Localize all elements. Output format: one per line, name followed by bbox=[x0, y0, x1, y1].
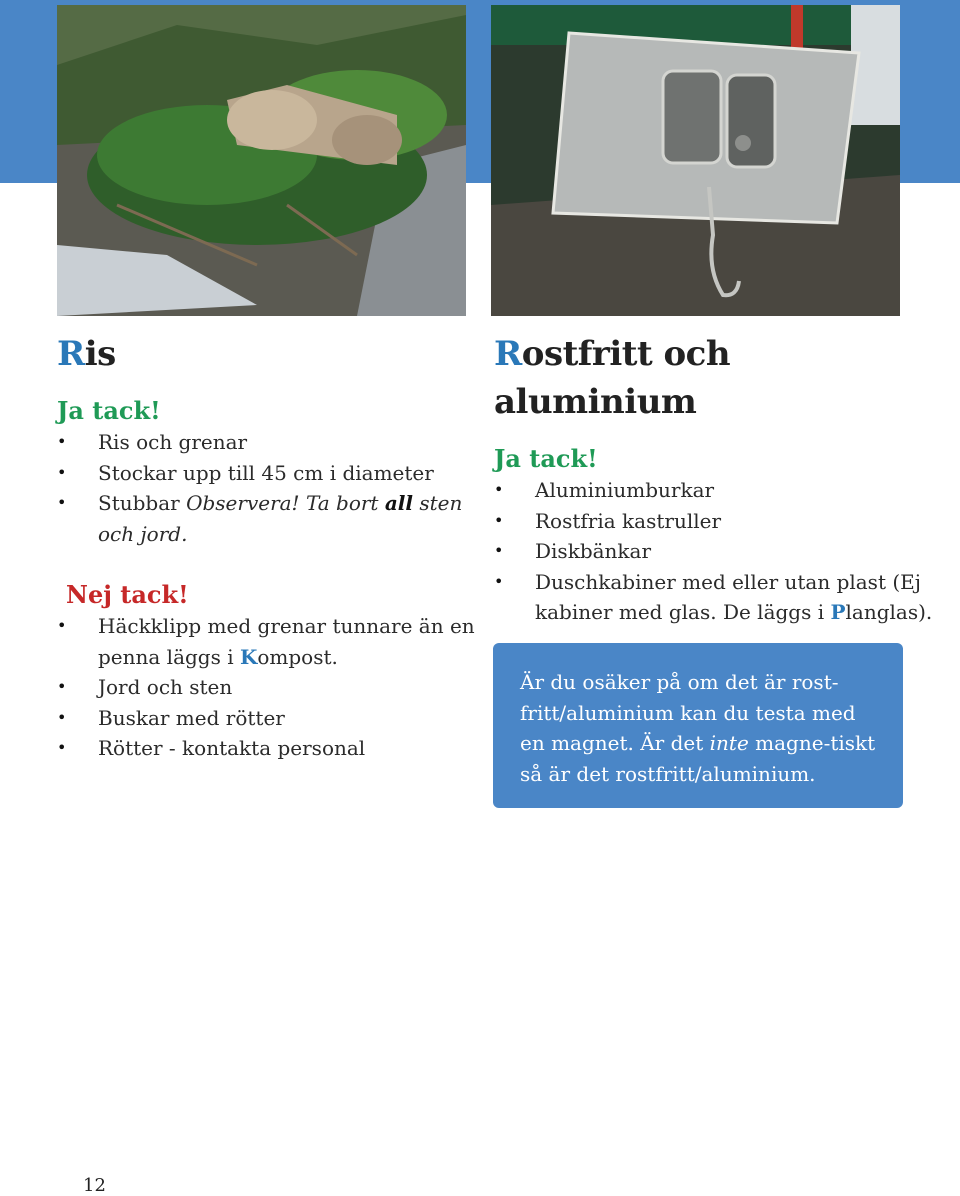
ris-yes-list bbox=[57, 427, 477, 549]
page-number: 12 bbox=[83, 1175, 106, 1196]
magnet-tip-text: Är du osäker på om det är rost-fritt/aluminium kan du testa med en magnet. Är det inte magne-tiskt så är det rostfritt/aluminium. bbox=[520, 670, 876, 786]
photo-branches-pile bbox=[57, 5, 466, 316]
list-item: • Duschkabiner med eller utan plast (Ej kabiner med glas. De läggs i Planglas). bbox=[494, 567, 934, 628]
list-item: • Diskbänkar bbox=[494, 536, 934, 567]
list-item: • Rostfria kastruller bbox=[494, 506, 934, 537]
list-item: • Stubbar Observera! Ta bort all sten och jord. bbox=[57, 488, 477, 549]
list-item: • Aluminiumburkar bbox=[494, 475, 934, 506]
list-item: • Rötter - kontakta personal bbox=[57, 733, 477, 764]
list-item: • Häckklipp med grenar tunnare än en penna läggs i Kompost. bbox=[57, 611, 477, 672]
rostfritt-yes-list bbox=[494, 475, 934, 628]
ris-no-list bbox=[57, 611, 477, 764]
list-item: • Ris och grenar bbox=[57, 427, 477, 458]
list-item: • Jord och sten bbox=[57, 672, 477, 703]
list-item: • Stockar upp till 45 cm i diameter bbox=[57, 458, 477, 489]
ris-title: Ris bbox=[57, 334, 116, 374]
rostfritt-title: Rostfritt och aluminium bbox=[494, 334, 731, 422]
photo-steel-sink bbox=[491, 5, 900, 316]
section-rostfritt bbox=[494, 330, 934, 628]
ris-no-heading: Nej tack! bbox=[66, 580, 189, 609]
magnet-tip-box bbox=[493, 643, 903, 808]
ris-yes-heading: Ja tack! bbox=[57, 396, 161, 425]
rostfritt-yes-heading: Ja tack! bbox=[494, 444, 598, 473]
list-item: • Buskar med rötter bbox=[57, 703, 477, 734]
section-ris bbox=[57, 330, 477, 764]
